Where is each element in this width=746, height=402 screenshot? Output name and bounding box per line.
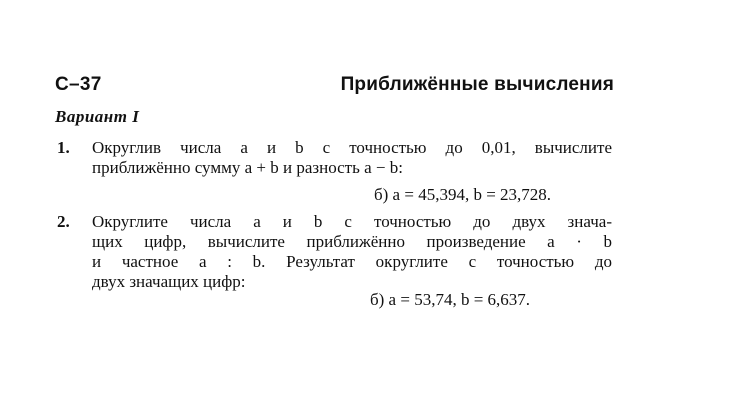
problem-1-answer: б) a = 45,394, b = 23,728. xyxy=(374,185,552,204)
section-title: Приближённые вычисления xyxy=(340,74,614,95)
problem-2-answer: б) a = 53,74, b = 6,637. xyxy=(370,290,531,309)
problem-2-line-2: щих цифр, вычислите приближённо произведение a · b xyxy=(92,232,612,251)
problem-2-number: 2. xyxy=(57,212,70,231)
variant-heading: Вариант I xyxy=(55,107,140,126)
problem-2-line-4: двух значащих цифр: xyxy=(92,272,246,291)
problem-2-line-3: и частное a : b. Результат округлите с точностью до xyxy=(92,252,612,271)
problem-2-line-1: Округлите числа a и b с точностью до двух знача- xyxy=(92,212,612,231)
problem-1-line-1: Округлив числа a и b с точностью до 0,01, вычислите xyxy=(92,138,612,157)
section-code: С–37 xyxy=(55,74,102,95)
problem-1-number: 1. xyxy=(57,138,70,157)
problem-1-line-2: приближённо сумму a + b и разность a − b: xyxy=(92,158,403,177)
